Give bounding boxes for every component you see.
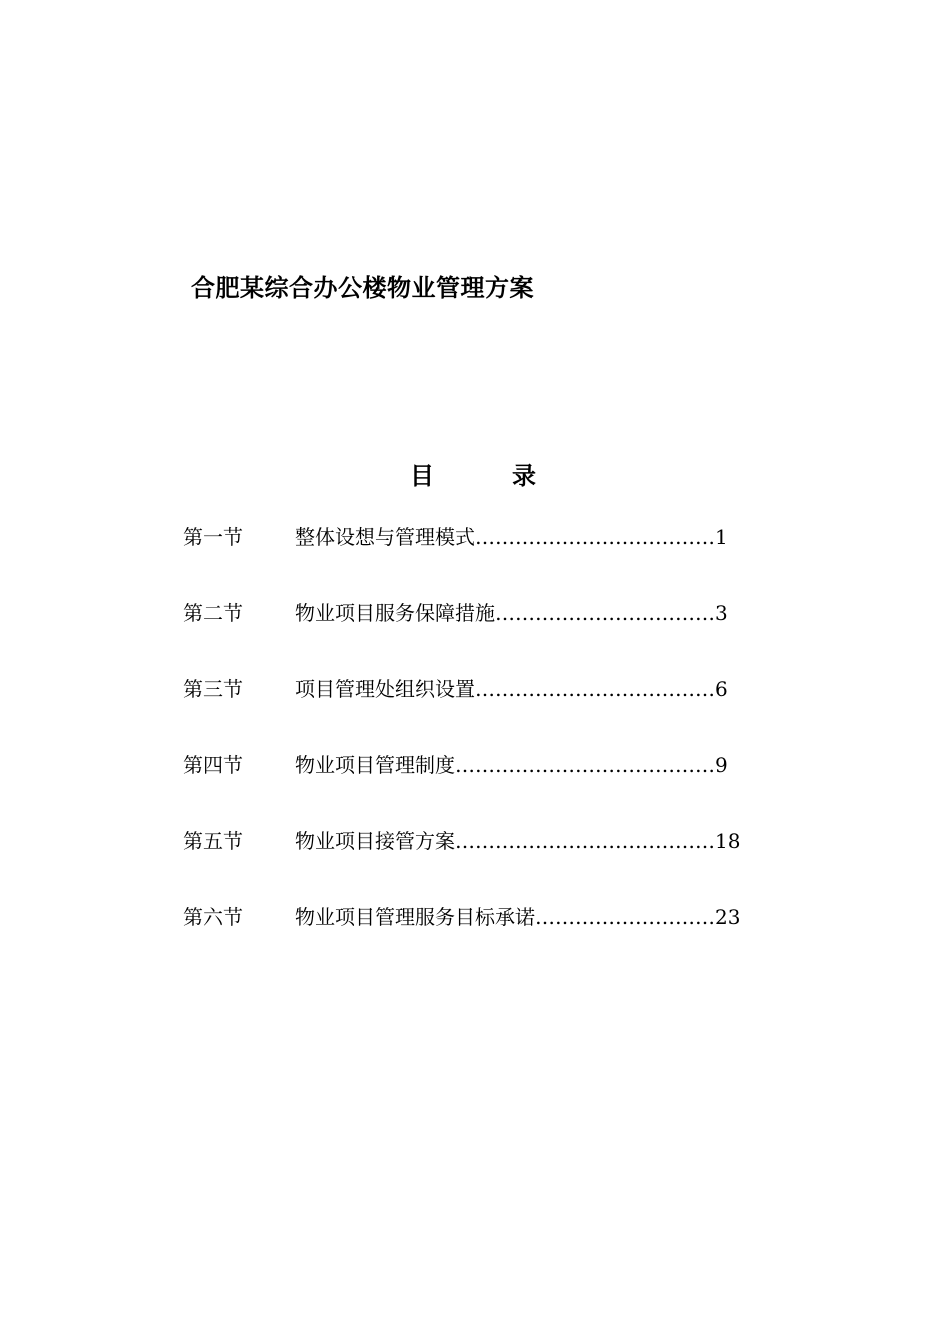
toc-entry-text	[295, 901, 740, 930]
toc-entry-5	[183, 825, 783, 901]
toc-page-number: 6	[715, 677, 728, 701]
toc-page-number: 9	[715, 753, 728, 777]
toc-page-number: 18	[715, 829, 741, 853]
toc-entry-text	[295, 825, 740, 854]
toc-leader-dots: …………………………………	[455, 753, 715, 777]
toc-entry-6	[183, 901, 783, 977]
toc-section-label: 第四节	[183, 753, 243, 777]
toc-entry-title: 物业项目接管方案	[295, 829, 455, 853]
toc-entry-title: 物业项目管理制度	[295, 753, 455, 777]
toc-page-number: 3	[715, 601, 728, 625]
toc-page-number: 1	[715, 525, 728, 549]
toc-entry-1	[183, 521, 783, 597]
toc-section-label: 第三节	[183, 677, 243, 701]
toc-entry-text	[295, 673, 728, 702]
toc-entry-2	[183, 597, 783, 673]
toc-leader-dots: …………………………………	[455, 829, 715, 853]
toc-entry-4	[183, 749, 783, 825]
toc-section-label: 第一节	[183, 525, 243, 549]
toc-page-number: 23	[715, 905, 741, 929]
toc-entry-3	[183, 673, 783, 749]
toc-section-label: 第五节	[183, 829, 243, 853]
toc-section-label: 第二节	[183, 601, 243, 625]
toc-section-label: 第六节	[183, 905, 243, 929]
toc-entry-text	[295, 597, 728, 626]
document-title: 合肥某综合办公楼物业管理方案	[191, 274, 534, 302]
toc-leader-dots: ………………………………	[475, 525, 715, 549]
toc-entry-title: 物业项目服务保障措施	[295, 601, 495, 625]
toc-leader-dots: ………………………	[535, 905, 715, 929]
toc-entry-title: 项目管理处组织设置	[295, 677, 475, 701]
toc-heading-left: 目	[410, 462, 434, 490]
toc-entry-title: 整体设想与管理模式	[295, 525, 475, 549]
toc-leader-dots: ……………………………	[495, 601, 715, 625]
toc-entry-text	[295, 749, 728, 778]
toc-entry-title: 物业项目管理服务目标承诺	[295, 905, 535, 929]
toc-heading-right: 录	[512, 462, 536, 490]
table-of-contents	[183, 521, 783, 977]
toc-leader-dots: ………………………………	[475, 677, 715, 701]
toc-entry-text	[295, 521, 728, 550]
